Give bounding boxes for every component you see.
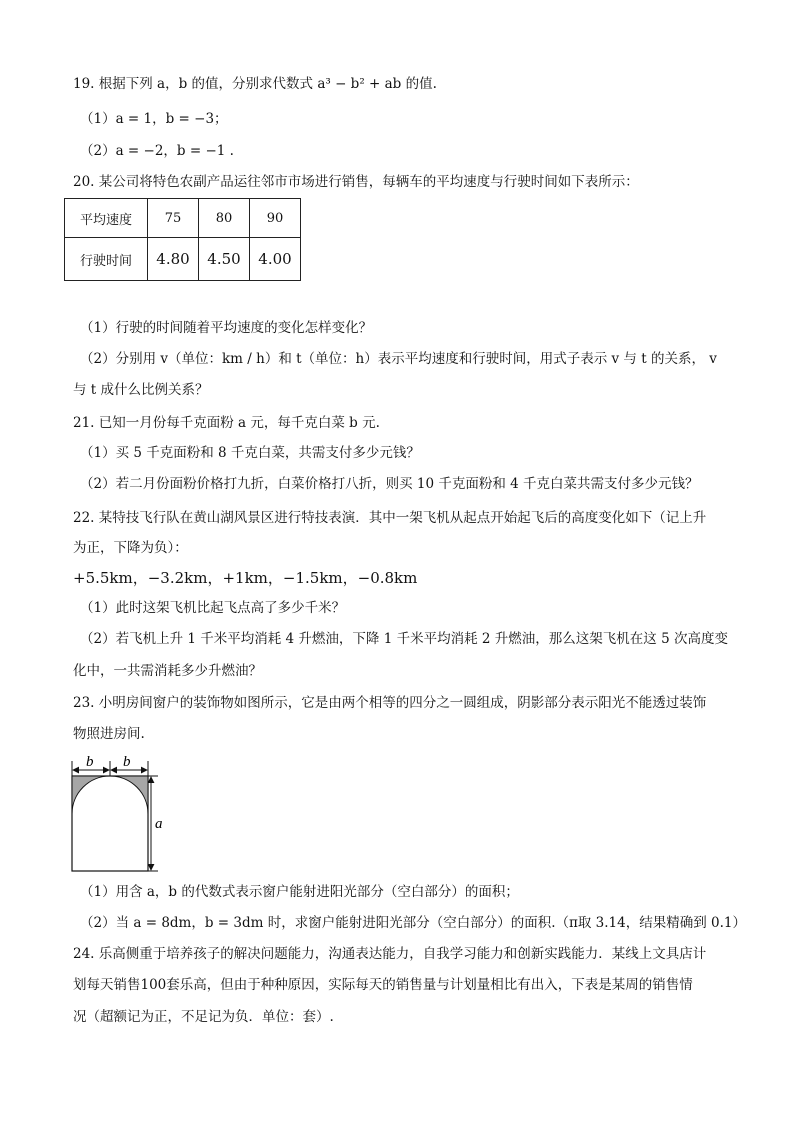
speed-cell: 90 <box>250 199 301 238</box>
window-frame <box>72 776 148 871</box>
q24-line3: 况（超额记为正，不足记为负．单位：套）. <box>73 1009 334 1025</box>
q20-title: 20. 某公司将特色农副产品运往邻市市场进行销售，每辆车的平均速度与行驶时间如下表所示： <box>73 174 639 190</box>
time-cell: 4.80 <box>148 238 199 281</box>
label-a: a <box>155 816 163 832</box>
q21-part2: （2）若二月份面粉价格打九折，白菜价格打八折，则买 10 千克面粉和 4 千克白菜共需支付多少元钱？ <box>80 476 699 492</box>
time-cell: 4.50 <box>199 238 250 281</box>
time-cell: 4.00 <box>250 238 301 281</box>
speed-cell: 80 <box>199 199 250 238</box>
window-figure <box>62 752 172 874</box>
table-row <box>65 199 301 238</box>
row-label-time: 行驶时间 <box>65 238 148 281</box>
q23-part2: （2）当 a = 8dm，b = 3dm 时，求窗户能射进阳光部分（空白部分）的面积.（π取 3.14，结果精确到 0.1） <box>80 915 746 931</box>
q22-title-a: 22. 某特技飞行队在黄山湖风景区进行特技表演．其中一架飞机从起点开始起飞后的高度变化如下（记上升 <box>73 510 707 526</box>
q22-part2b: 化中，一共需消耗多少升燃油？ <box>73 663 262 679</box>
table-row <box>65 238 301 281</box>
q21-title: 21. 已知一月份每千克面粉 a 元，每千克白菜 b 元. <box>73 415 380 431</box>
label-b-left: b <box>86 754 94 770</box>
q20-part2a: （2）分别用 v（单位：km / h）和 t（单位：h）表示平均速度和行驶时间，用式子表示 v 与 t 的关系， v <box>80 351 717 367</box>
q24-line1: 24. 乐高侧重于培养孩子的解决问题能力，沟通表达能力，自我学习能力和创新实践能力．某线上文具店计 <box>73 946 707 962</box>
q21-part1: （1）买 5 千克面粉和 8 千克白菜，共需支付多少元钱？ <box>80 445 420 461</box>
speed-time-table <box>64 198 301 281</box>
label-b-right: b <box>123 754 131 770</box>
q20-part1: （1）行驶的时间随着平均速度的变化怎样变化？ <box>80 320 373 336</box>
speed-cell: 75 <box>148 199 199 238</box>
q19-title: 19. 根据下列 a，b 的值，分别求代数式 a³ − b² + ab 的值. <box>73 76 437 92</box>
q19-part1: （1）a = 1，b = −3； <box>80 111 228 127</box>
q20-part2b: 与 t 成什么比例关系？ <box>73 382 209 398</box>
q24-line2: 划每天销售100套乐高，但由于种种原因，实际每天的销售量与计划量相比有出入，下表是某周的销售情 <box>73 977 693 993</box>
q19-part2: （2）a = −2，b = −1 . <box>80 143 234 159</box>
q23-part1: （1）用含 a，b 的代数式表示窗户能射进阳光部分（空白部分）的面积； <box>80 884 519 900</box>
q22-part2a: （2）若飞机上升 1 千米平均消耗 4 升燃油，下降 1 千米平均消耗 2 升燃油，那么这架飞机在这 5 次高度变 <box>80 631 728 647</box>
q23-title-b: 物照进房间. <box>73 726 145 742</box>
q23-title-a: 23. 小明房间窗户的装饰物如图所示，它是由两个相等的四分之一圆组成，阴影部分表示阳光不能透过装饰 <box>73 695 707 711</box>
q22-values: +5.5km，−3.2km，+1km，−1.5km，−0.8km <box>73 569 418 587</box>
row-label-speed: 平均速度 <box>65 199 148 238</box>
q22-part1: （1）此时这架飞机比起飞点高了多少千米？ <box>80 600 346 616</box>
q22-title-b: 为正，下降为负）： <box>73 540 188 556</box>
